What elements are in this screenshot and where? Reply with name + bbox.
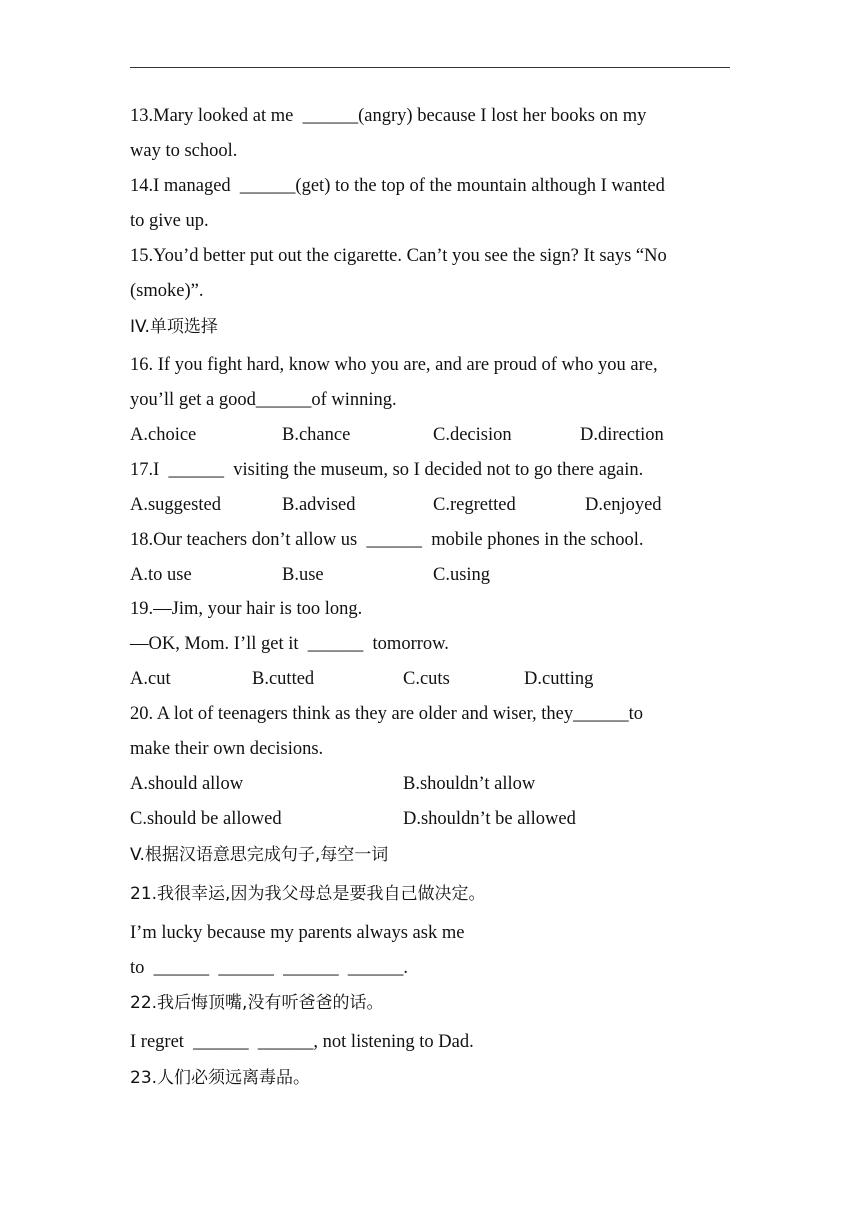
- question-13-line-2: way to school.: [130, 141, 238, 161]
- section-iv-heading: IV.单项选择: [130, 317, 218, 337]
- q16-option-d: D.direction: [580, 425, 664, 445]
- q16-option-a: A.choice: [130, 425, 197, 445]
- q19-option-a: A.cut: [130, 669, 171, 689]
- q17-option-a: A.suggested: [130, 495, 221, 515]
- q18-option-c: C.using: [433, 565, 491, 585]
- question-20-line-2: make their own decisions.: [130, 739, 324, 759]
- question-14-line-1: 14.I managed ______(get) to the top of the mountain although I wanted: [130, 176, 665, 196]
- q19-option-b: B.cutted: [252, 669, 315, 689]
- question-19-line-2: —OK, Mom. I’ll get it ______ tomorrow.: [130, 634, 449, 654]
- question-21-chinese: 21.我很幸运,因为我父母总是要我自己做决定。: [130, 884, 486, 904]
- q16-option-c: C.decision: [433, 425, 512, 445]
- question-23-chinese: 23.人们必须远离毒品。: [130, 1068, 311, 1088]
- q17-option-c: C.regretted: [433, 495, 516, 515]
- q19-option-d: D.cutting: [524, 669, 594, 689]
- question-14-line-2: to give up.: [130, 211, 209, 231]
- question-22-chinese: 22.我后悔顶嘴,没有听爸爸的话。: [130, 993, 384, 1013]
- q16-option-b: B.chance: [282, 425, 351, 445]
- question-17: 17.I ______ visiting the museum, so I decided not to go there again.: [130, 460, 644, 480]
- section-v-heading: V.根据汉语意思完成句子,每空一词: [130, 845, 389, 865]
- question-16-line-1: 16. If you fight hard, know who you are, and are proud of who you are,: [130, 355, 658, 375]
- question-19-line-1: 19.—Jim, your hair is too long.: [130, 599, 363, 619]
- question-16-line-2: you’ll get a good______of winning.: [130, 390, 397, 410]
- q18-option-b: B.use: [282, 565, 324, 585]
- q20-option-b: B.shouldn’t allow: [403, 774, 536, 794]
- question-15-line-2: (smoke)”.: [130, 281, 204, 301]
- question-18: 18.Our teachers don’t allow us ______ mobile phones in the school.: [130, 530, 644, 550]
- question-22-english: I regret ______ ______, not listening to Dad.: [130, 1032, 474, 1052]
- q17-option-d: D.enjoyed: [585, 495, 662, 515]
- q19-option-c: C.cuts: [403, 669, 450, 689]
- q20-option-a: A.should allow: [130, 774, 244, 794]
- question-15-line-1: 15.You’d better put out the cigarette. Can’t you see the sign? It says “No: [130, 246, 667, 266]
- q18-option-a: A.to use: [130, 565, 192, 585]
- q17-option-b: B.advised: [282, 495, 356, 515]
- question-13-line-1: 13.Mary looked at me ______(angry) because I lost her books on my: [130, 106, 647, 126]
- question-21-line-2: to ______ ______ ______ ______.: [130, 958, 409, 978]
- question-20-line-1: 20. A lot of teenagers think as they are older and wiser, they______to: [130, 704, 644, 724]
- q20-option-d: D.shouldn’t be allowed: [403, 809, 576, 829]
- question-21-line-1: I’m lucky because my parents always ask me: [130, 923, 465, 943]
- q20-option-c: C.should be allowed: [130, 809, 282, 829]
- header-rule: [130, 67, 730, 68]
